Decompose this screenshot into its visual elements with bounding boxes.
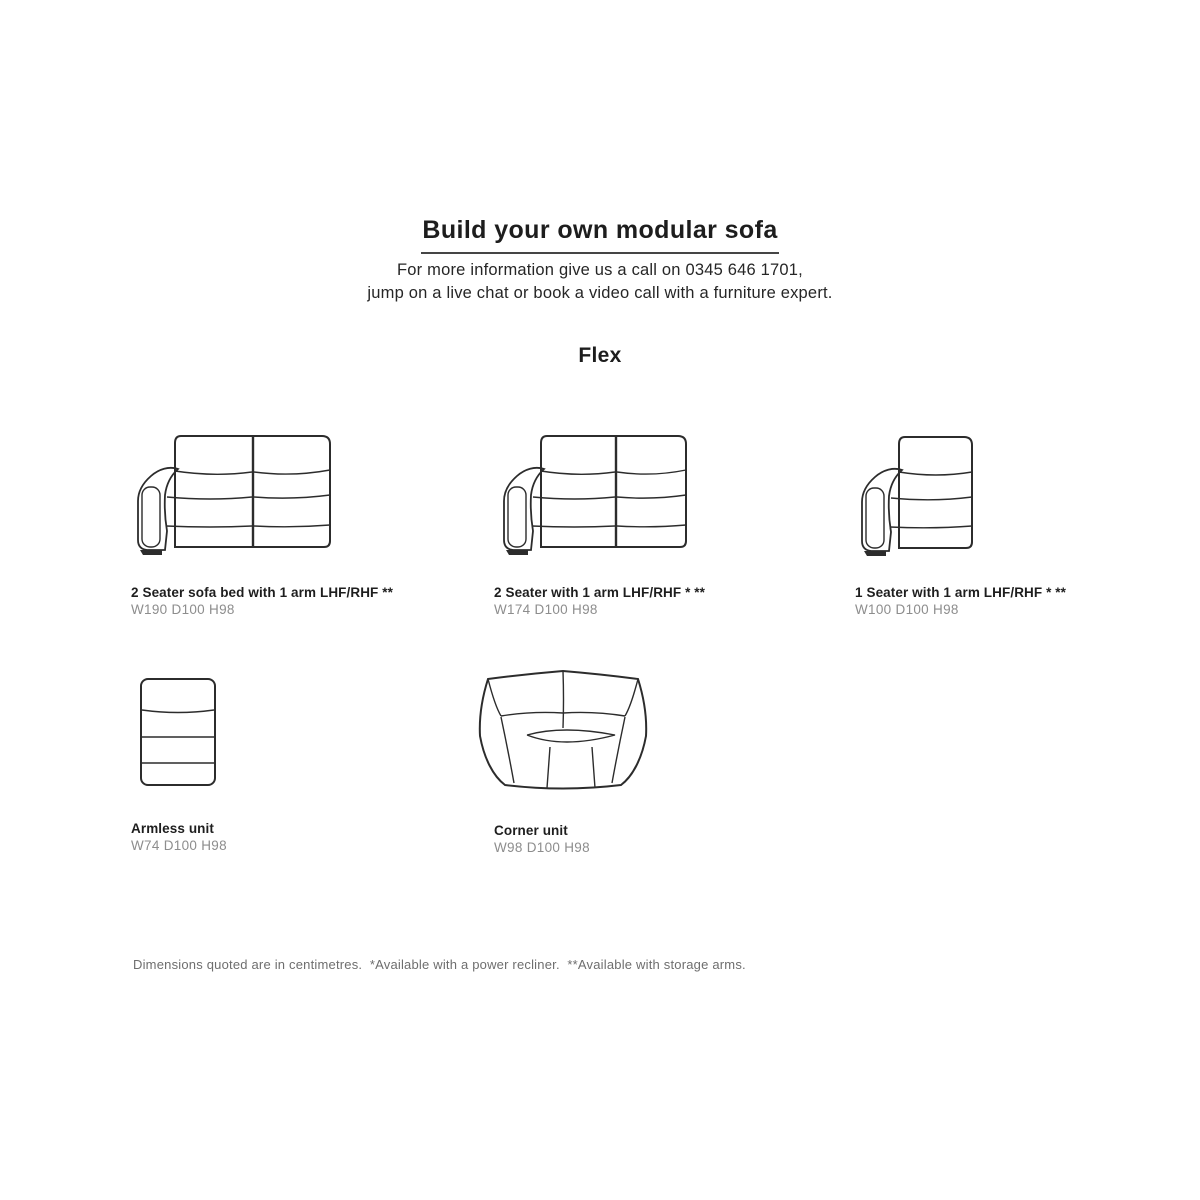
- unit-name: Armless unit: [131, 821, 214, 836]
- page-title: Build your own modular sofa: [421, 216, 778, 254]
- footnote: Dimensions quoted are in centimetres. *Available with a power recliner. **Available with storage arms.: [133, 957, 746, 972]
- subtitle-line-1: For more information give us a call on 0345 646 1701,: [397, 261, 803, 279]
- unit-name: 2 Seater sofa bed with 1 arm LHF/RHF **: [131, 585, 393, 600]
- 1-seater-illustration: [855, 434, 975, 558]
- unit-1-seater: [855, 434, 1067, 674]
- 2-seater-sofa-bed-illustration: [131, 433, 333, 557]
- unit-2-seater: [494, 433, 704, 673]
- 2-seater-illustration: [497, 433, 689, 557]
- armless-unit-illustration: [139, 677, 217, 787]
- unit-name: 1 Seater with 1 arm LHF/RHF * **: [855, 585, 1067, 600]
- unit-dimensions: W190 D100 H98: [131, 602, 235, 617]
- unit-dimensions: W74 D100 H98: [131, 838, 227, 853]
- unit-2-seater-sofa-bed: [131, 433, 393, 673]
- corner-unit-illustration: [477, 668, 649, 790]
- unit-name: 2 Seater with 1 arm LHF/RHF * **: [494, 585, 706, 600]
- collection-title: Flex: [578, 344, 622, 367]
- subtitle-line-2: jump on a live chat or book a video call with a furniture expert.: [367, 284, 833, 302]
- unit-armless: [131, 677, 301, 897]
- unit-dimensions: W100 D100 H98: [855, 602, 959, 617]
- unit-dimensions: W98 D100 H98: [494, 840, 590, 855]
- unit-corner: [477, 668, 697, 898]
- unit-name: Corner unit: [494, 823, 568, 838]
- unit-dimensions: W174 D100 H98: [494, 602, 598, 617]
- header: [0, 216, 1200, 254]
